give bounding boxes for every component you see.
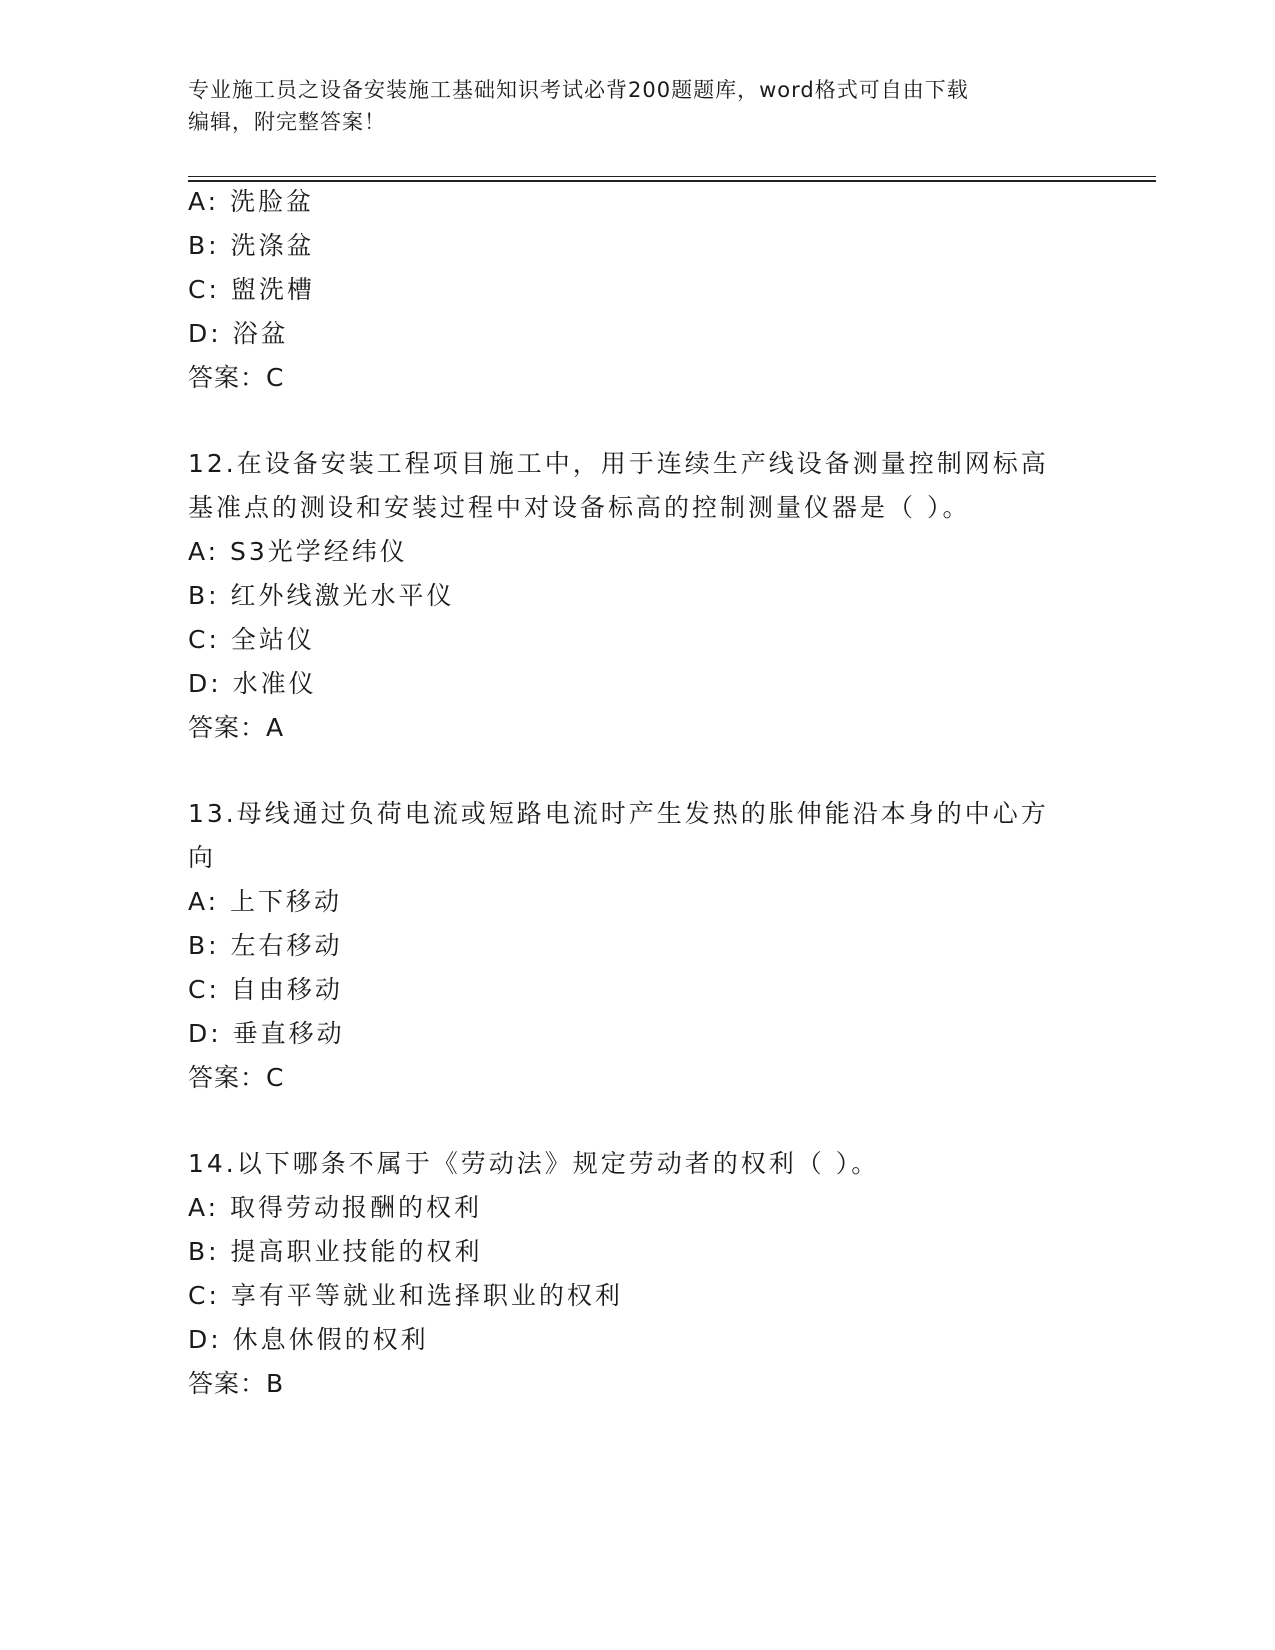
q11-option-a: A: 洗脸盆 [188, 187, 315, 216]
header-title-line-2: 编辑，附完整答案！ [188, 110, 386, 134]
q13-stem-line-1: 13.母线通过负荷电流或短路电流时产生发热的胀伸能沿本身的中心方 [188, 799, 1049, 828]
q12-option-c: C: 全站仪 [188, 625, 315, 654]
q13-option-c: C: 自由移动 [188, 975, 343, 1004]
q12-option-d: D: 水准仪 [188, 669, 317, 698]
q14-option-a: A: 取得劳动报酬的权利 [188, 1193, 483, 1222]
q14-option-d: D: 休息休假的权利 [188, 1325, 429, 1354]
q12-answer: 答案：A [188, 713, 285, 742]
q14-option-c: C: 享有平等就业和选择职业的权利 [188, 1281, 623, 1310]
q11-answer: 答案：C [188, 363, 285, 392]
q11-option-b: B: 洗涤盆 [188, 231, 315, 260]
q13-option-b: B: 左右移动 [188, 931, 343, 960]
q12-option-a: A: S3光学经纬仪 [188, 537, 408, 566]
header-divider-thick [188, 180, 1156, 182]
q13-stem-line-2: 向 [188, 843, 217, 872]
document-header [188, 74, 1078, 138]
q13-option-d: D: 垂直移动 [188, 1019, 345, 1048]
q11-option-d: D: 浴盆 [188, 319, 289, 348]
q14-stem-line-1: 14.以下哪条不属于《劳动法》规定劳动者的权利（ ）。 [188, 1149, 880, 1178]
q14-option-b: B: 提高职业技能的权利 [188, 1237, 483, 1266]
q12-stem-line-2: 基准点的测设和安装过程中对设备标高的控制测量仪器是（ ）。 [188, 493, 971, 522]
header-divider-thin [188, 176, 1156, 177]
q14-answer: 答案：B [188, 1369, 285, 1398]
q13-answer: 答案：C [188, 1063, 285, 1092]
q12-stem-line-1: 12.在设备安装工程项目施工中，用于连续生产线设备测量控制网标高 [188, 449, 1049, 478]
q12-option-b: B: 红外线激光水平仪 [188, 581, 455, 610]
header-title-line-1: 专业施工员之设备安装施工基础知识考试必背200题题库，word格式可自由下载 [188, 78, 969, 102]
q11-option-c: C: 盥洗槽 [188, 275, 315, 304]
q13-option-a: A: 上下移动 [188, 887, 343, 916]
